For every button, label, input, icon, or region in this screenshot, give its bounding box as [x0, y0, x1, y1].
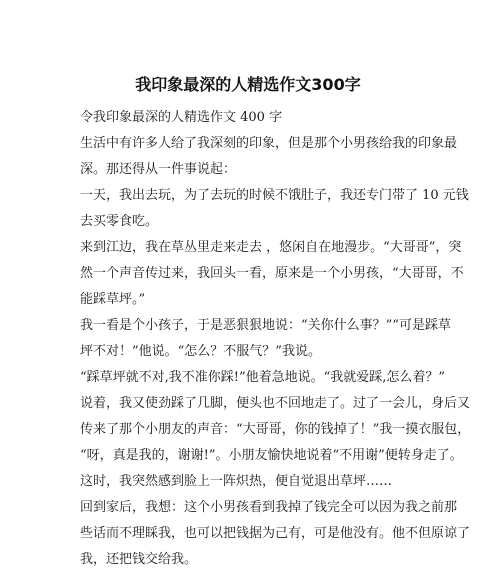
paragraph-line: “呀，真是我的，谢谢!”。小朋友愉快地说着“不用谢”便转身走了。 — [80, 448, 463, 463]
paragraph-line: 一天，我出去玩，为了去玩的时候不饿肚子，我还专门带了 10 元钱 — [80, 188, 469, 203]
paragraph-line: 这时，我突然感到脸上一阵炽热，便自觉退出草坪…… — [80, 474, 393, 489]
paragraph-line: 深。那还得从一件事说起： — [80, 162, 237, 177]
paragraph-line: 说着，我又使劲踩了几脚，便头也不回地走了。过了一会儿，身后又 — [80, 396, 471, 411]
paragraph-line: 能踩草坪。” — [80, 292, 146, 307]
paragraph-line: 我一看是个小孩子，于是恶狠狠地说：“关你什么事？”“可是踩草 — [80, 318, 451, 333]
paragraph-line: 来到江边，我在草丛里走来走去 ，悠闲自在地漫步。“大哥哥”，突 — [80, 240, 462, 255]
paragraph-line: 些话而不理睬我，也可以把钱据为己有，可是他没有。他不但原谅了 — [80, 526, 471, 541]
paragraph-line: “踩草坪就不对,我不准你踩!”他着急地说。“我就爱踩,怎么着？” — [80, 370, 446, 385]
paragraph-line: 去买零食吃。 — [80, 214, 159, 229]
document-title: 我印象最深的人精选作文300字 — [135, 75, 361, 94]
paragraph-line: 我，还把钱交给我。 — [80, 552, 198, 567]
paragraph-line: 然一个声音传过来，我回头一看，原来是一个小男孩，“大哥哥，不 — [80, 266, 464, 281]
paragraph-line: 生活中有许多人给了我深刻的印象，但是那个小男孩给我的印象最 — [80, 136, 458, 151]
subtitle-line: 令我印象最深的人精选作文 400 字 — [80, 110, 283, 125]
paragraph-line: 回到家后，我想：这个小男孩看到我掉了钱完全可以因为我之前那 — [80, 500, 458, 515]
paragraph-line: 传来了那个小朋友的声音：“大哥哥，你的钱掉了！”我一摸衣服包， — [80, 422, 471, 437]
paragraph-line: 坪不对！”他说。“怎么？不服气？”我说。 — [80, 344, 321, 359]
